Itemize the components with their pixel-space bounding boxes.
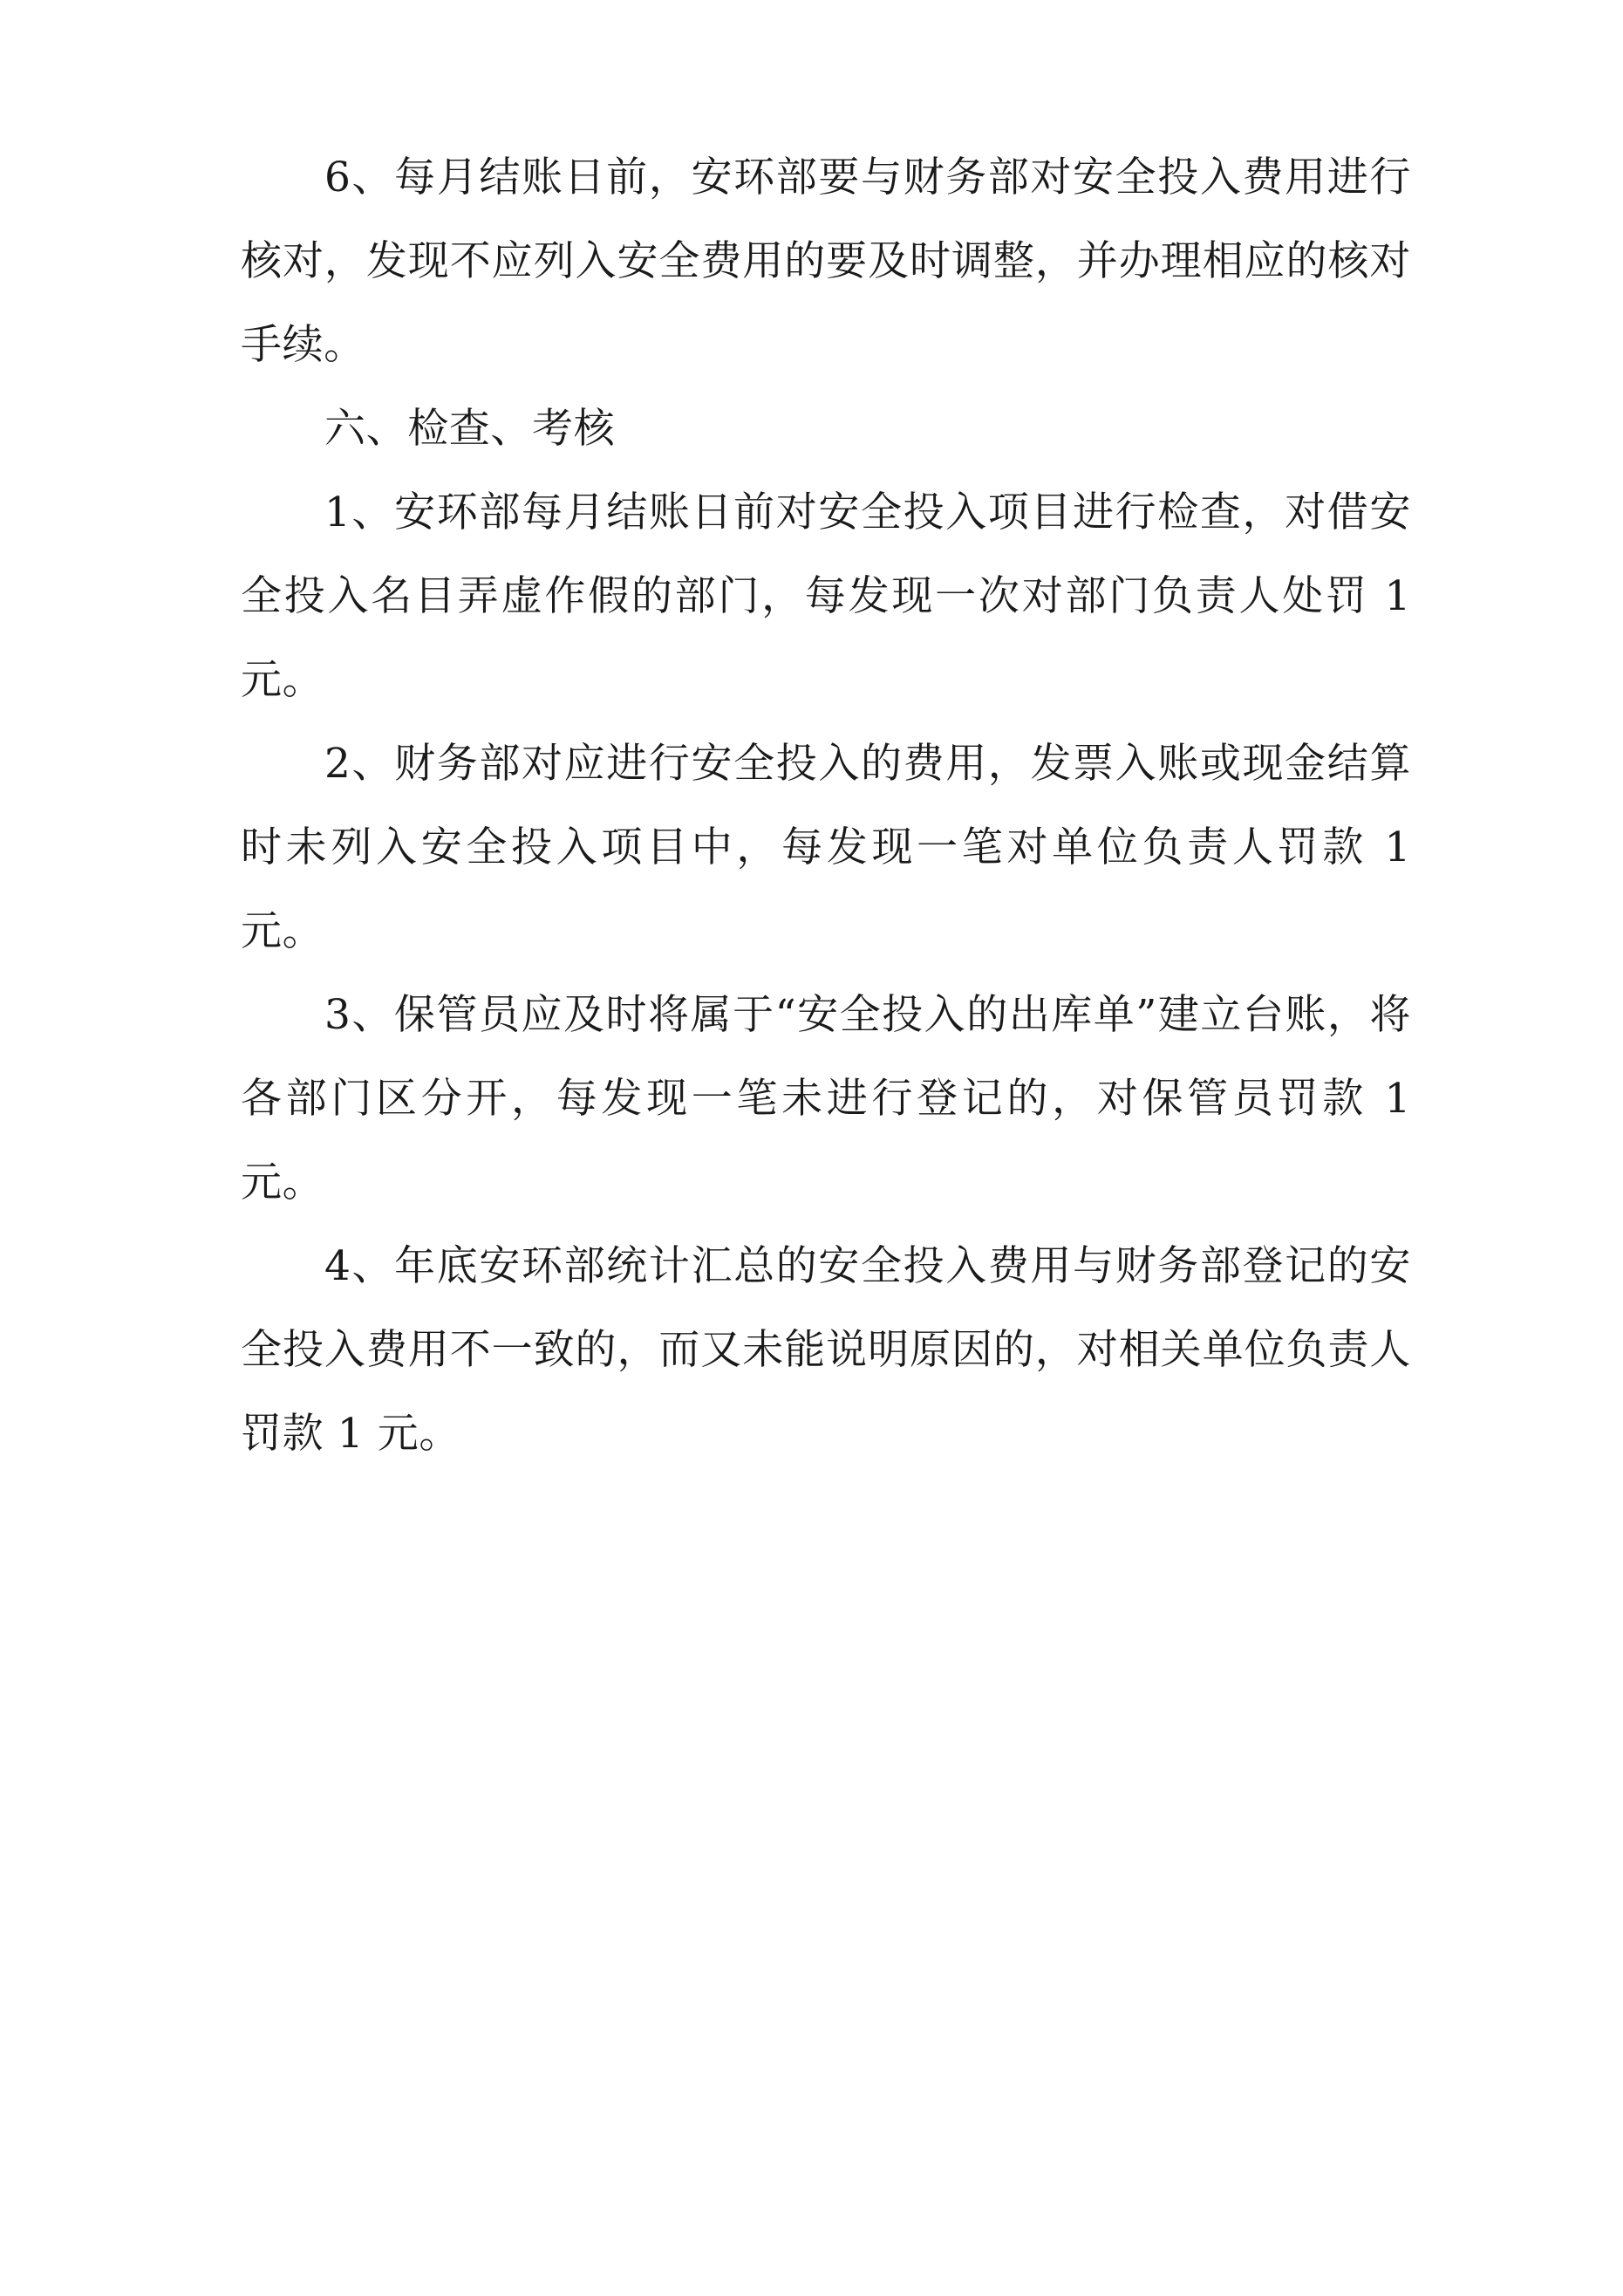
- paragraph-item-6-reconciliation: 6、每月结账日前，安环部要与财务部对安全投入费用进行核对，发现不应列入安全费用的要及时调整，并办理相应的核对手续。: [241, 154, 1411, 369]
- paragraph-item-4-year-end: 4、年底安环部统计汇总的安全投入费用与财务部登记的安全投入费用不一致的，而又未能说明原因的，对相关单位负责人罚款 1 元。: [241, 1242, 1411, 1458]
- document-body: [241, 136, 1411, 1476]
- section-heading-inspection-assessment: 六、检查、考核: [324, 405, 616, 453]
- paragraph-item-1-inspection: 1、安环部每月结账日前对安全投入项目进行检查，对借安全投入名目弄虚作假的部门，每发现一次对部门负责人处罚 1 元。: [241, 489, 1411, 704]
- paragraph-item-2-finance: 2、财务部对应进行安全投入的费用，发票入账或现金结算时未列入安全投入项目中，每发现一笔对单位负责人罚款 1 元。: [241, 740, 1411, 955]
- paragraph-item-3-storekeeper: 3、保管员应及时将属于“安全投入的出库单”建立台账，将各部门区分开，每发现一笔未进行登记的，对保管员罚款 1 元。: [241, 991, 1411, 1206]
